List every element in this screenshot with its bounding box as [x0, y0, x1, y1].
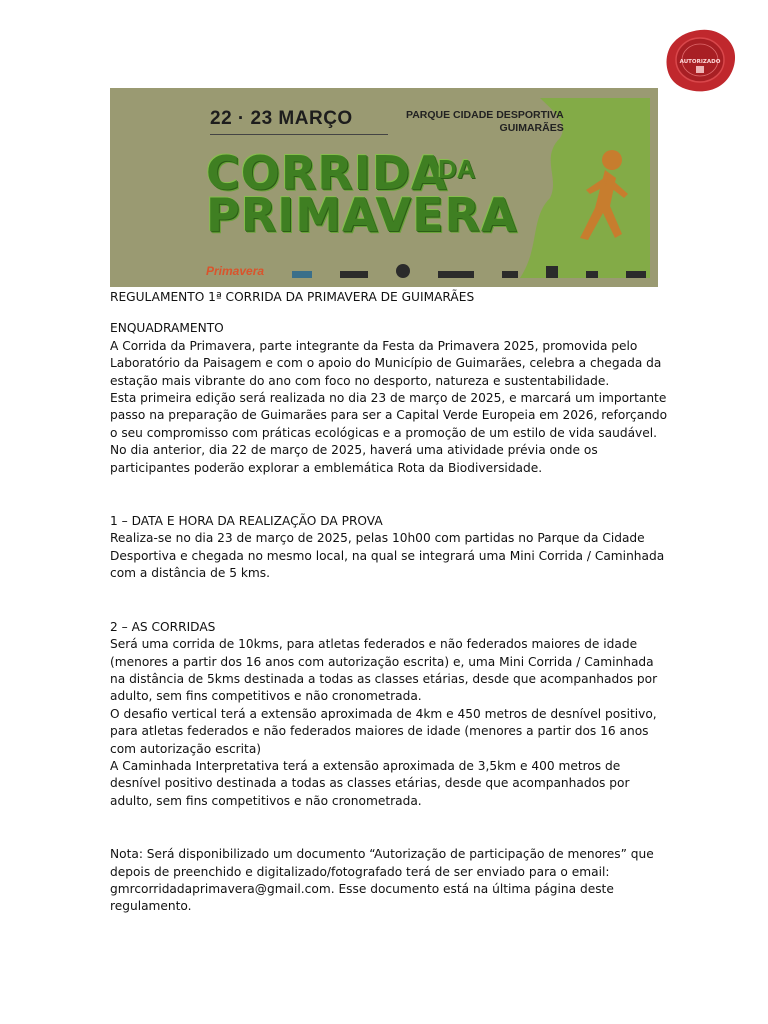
- sponsor-strip: [206, 246, 646, 278]
- paragraph: O desafio vertical terá a extensão aproximada de 4km e 450 metros de desnível positivo, para atletas federados e não federados maiores de idade (menores a partir dos 16 anos com autorização escrita): [110, 706, 657, 756]
- divider: [210, 134, 388, 135]
- paragraph: A Caminhada Interpretativa terá a extensão aproximada de 3,5km e 400 metros de desnível positivo destinada a todas as classes etárias, desde que acompanhados por adulto, sem fins competitivos e não cronometrada.: [110, 758, 630, 808]
- venue-line-2: GUIMARÃES: [499, 122, 564, 134]
- sponsor-logo-primavera: [206, 264, 264, 278]
- venue-line-1: PARQUE CIDADE DESPORTIVA: [406, 109, 564, 121]
- sponsor-logo-icon: [340, 269, 368, 278]
- sponsor-logo-icon: [586, 269, 598, 278]
- paragraph: A Corrida da Primavera, parte integrante da Festa da Primavera 2025, promovida pelo Laboratório da Paisagem e com o apoio do Município de Guimarães, celebra a chegada da estação mais vibrante do ano com foco no desporto, natureza e sustentabilidade.: [110, 338, 662, 388]
- paragraph: Será uma corrida de 10kms, para atletas federados e não federados maiores de idade (menores a partir dos 16 anos com autorização escrita) e, uma Mini Corrida / Caminhada na distância de 5kms destinada a todas as classes etárias, desde que acompanhados por adulto, sem fins competitivos e não cronometrada.: [110, 637, 658, 704]
- paragraph: No dia anterior, dia 22 de março de 2025, haverá uma atividade prévia onde os participantes poderão explorar a emblemática Rota da Biodiversidade.: [110, 443, 598, 475]
- event-dates: 22 · 23 MARÇO: [210, 108, 353, 129]
- banner-title-line-2: PRIMAVERA: [206, 188, 518, 242]
- sponsor-logo-icon: [626, 269, 646, 278]
- paragraph: Esta primeira edição será realizada no dia 23 de março de 2025, e marcará um importante passo na preparação de Guimarães para ser a Capital Verde Europeia em 2026, reforçando o seu compromisso com práticas ecológicas e a promoção de um estilo de vida saudável.: [110, 391, 668, 440]
- event-banner: [110, 88, 658, 287]
- sponsor-logo-text: Primavera: [206, 264, 265, 278]
- event-venue: [406, 109, 564, 135]
- wax-seal-icon: [664, 28, 736, 92]
- sponsor-logo-icon: [292, 269, 312, 278]
- paragraph: Realiza-se no dia 23 de março de 2025, pelas 10h00 com partidas no Parque da Cidade Desportiva e chegada no mesmo local, na qual se integrará uma Mini Corrida / Caminhada com a distância de 5 kms.: [110, 531, 665, 581]
- banner-title-line-1: CORRIDA: [206, 146, 448, 200]
- sponsor-logo-icon: [502, 269, 518, 278]
- sponsor-logo-icon: [438, 269, 474, 278]
- section-title: 1 – DATA E HORA DA REALIZAÇÃO DA PROVA: [110, 514, 383, 529]
- note-paragraph: Nota: Será disponibilizado um documento “Autorização de participação de menores” que depois de preenchido e digitalizado/fotografado terá de ser enviado para o email: gmrcorridadaprimavera@gmail.com. Esse documento está na última página deste regulamento.: [110, 847, 654, 914]
- sponsor-logo-icon: [396, 262, 410, 278]
- regulation-document: [110, 289, 670, 916]
- seal-text: AUTORIZADO: [679, 59, 721, 65]
- document-heading: REGULAMENTO 1ª CORRIDA DA PRIMAVERA DE GUIMARÃES: [110, 290, 475, 304]
- banner-title-da: DA: [438, 154, 476, 184]
- section-title: ENQUADRAMENTO: [110, 321, 224, 336]
- section-title: 2 – AS CORRIDAS: [110, 619, 216, 634]
- sponsor-logo-icon: [546, 264, 558, 278]
